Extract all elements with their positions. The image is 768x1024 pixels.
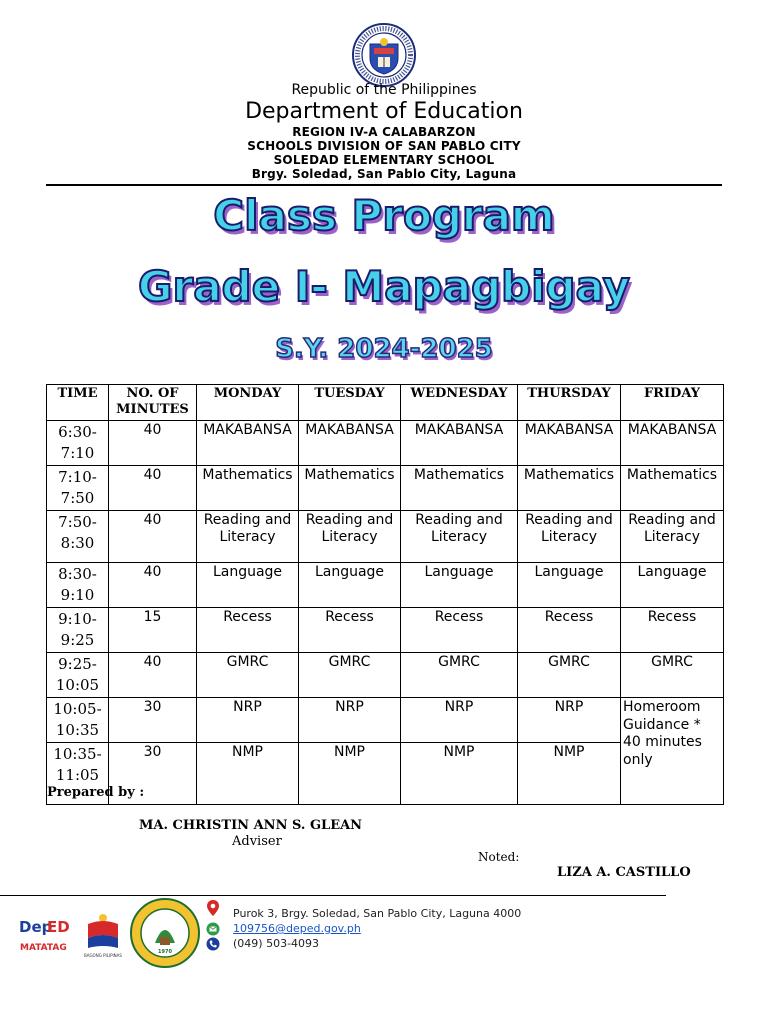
deped-matatag-logo-icon: [18, 912, 72, 956]
svg-text:BAGONG PILIPINAS: BAGONG PILIPINAS: [84, 953, 122, 958]
address-line: Brgy. Soledad, San Pablo City, Laguna: [251, 167, 517, 181]
subject-cell: Recess: [197, 608, 299, 653]
adviser-role: Adviser: [232, 834, 282, 849]
subject-cell: Recess: [401, 608, 518, 653]
subject-cell: Mathematics: [518, 466, 621, 511]
school-seal-icon: [129, 897, 201, 969]
header-wednesday: WEDNESDAY: [401, 385, 518, 421]
subject-cell: GMRC: [518, 653, 621, 698]
subject-cell: NMP: [299, 743, 401, 805]
division-line: SCHOOLS DIVISION OF SAN PABLO CITY: [247, 139, 521, 153]
phone-icon: [206, 937, 220, 951]
time-cell: 10:05-10:35: [47, 698, 109, 743]
subject-cell: Reading and Literacy: [197, 511, 299, 563]
subject-cell: NRP: [401, 698, 518, 743]
header-friday: FRIDAY: [621, 385, 724, 421]
table-row: [47, 563, 724, 608]
subject-cell: Reading and Literacy: [401, 511, 518, 563]
subject-cell: Reading and Literacy: [518, 511, 621, 563]
subject-cell: Language: [518, 563, 621, 608]
minutes-cell: 40: [109, 466, 197, 511]
title-grade-section: Grade I- Mapagbigay: [138, 262, 630, 311]
subject-cell: MAKABANSA: [621, 421, 724, 466]
svg-text:MATATAG: MATATAG: [20, 943, 67, 953]
subject-cell: Reading and Literacy: [299, 511, 401, 563]
minutes-cell: 15: [109, 608, 197, 653]
minutes-cell: 40: [109, 511, 197, 563]
subject-cell: NRP: [518, 698, 621, 743]
minutes-cell: 30: [109, 698, 197, 743]
subject-cell: Recess: [518, 608, 621, 653]
subject-cell: NRP: [197, 698, 299, 743]
subject-cell: NMP: [401, 743, 518, 805]
table-row: [47, 421, 724, 466]
time-cell: 6:30-7:10: [47, 421, 109, 466]
time-cell: 9:10-9:25: [47, 608, 109, 653]
subject-cell: Mathematics: [621, 466, 724, 511]
adviser-name: MA. CHRISTIN ANN S. GLEAN: [139, 818, 363, 833]
subject-cell: Language: [299, 563, 401, 608]
subject-cell: Language: [197, 563, 299, 608]
subject-cell: GMRC: [401, 653, 518, 698]
noted-label: Noted:: [478, 850, 520, 864]
table-header-row: [47, 385, 724, 421]
svg-text:1970: 1970: [158, 949, 172, 955]
minutes-cell: 40: [109, 653, 197, 698]
header-time: TIME: [47, 385, 109, 421]
table-row: [47, 653, 724, 698]
time-cell: 9:25-10:05: [47, 653, 109, 698]
subject-cell: Mathematics: [401, 466, 518, 511]
subject-cell: Language: [401, 563, 518, 608]
subject-cell: MAKABANSA: [299, 421, 401, 466]
footer-divider: [0, 895, 666, 896]
table-row: [47, 511, 724, 563]
time-cell: 7:10-7:50: [47, 466, 109, 511]
subject-cell: Language: [621, 563, 724, 608]
region-line: REGION IV-A CALABARZON: [292, 125, 476, 139]
title-school-year: S.Y. 2024-2025: [275, 334, 493, 364]
subject-cell: GMRC: [197, 653, 299, 698]
email-icon: [206, 922, 220, 936]
minutes-cell: 40: [109, 421, 197, 466]
location-pin-icon: [206, 899, 220, 917]
subject-cell: MAKABANSA: [197, 421, 299, 466]
footer-email-link[interactable]: 109756@deped.gov.ph: [233, 922, 361, 935]
title-class-program: Class Program: [213, 191, 555, 240]
subject-cell: GMRC: [299, 653, 401, 698]
time-cell: 7:50-8:30: [47, 511, 109, 563]
minutes-cell: 40: [109, 563, 197, 608]
homeroom-guidance-cell: Homeroom Guidance * 40 minutes only: [621, 698, 724, 805]
table-row: [47, 608, 724, 653]
subject-cell: GMRC: [621, 653, 724, 698]
header-thursday: THURSDAY: [518, 385, 621, 421]
table-row: [47, 466, 724, 511]
subject-cell: Recess: [621, 608, 724, 653]
subject-cell: NMP: [518, 743, 621, 805]
subject-cell: MAKABANSA: [518, 421, 621, 466]
deped-seal-icon: [348, 22, 420, 88]
bagong-pilipinas-logo-icon: [82, 908, 124, 960]
subject-cell: NMP: [197, 743, 299, 805]
time-cell: 10:35-11:05: [47, 743, 109, 805]
header-divider: [46, 184, 722, 186]
prepared-by-label: Prepared by :: [47, 785, 145, 800]
footer-phone: (049) 503-4093: [233, 937, 320, 950]
department-name: Department of Education: [245, 99, 523, 124]
subject-cell: Mathematics: [299, 466, 401, 511]
time-cell: 8:30-9:10: [47, 563, 109, 608]
minutes-cell: 30: [109, 743, 197, 805]
subject-cell: Recess: [299, 608, 401, 653]
subject-cell: Mathematics: [197, 466, 299, 511]
republic-line: Republic of the Philippines: [291, 82, 477, 98]
subject-cell: NRP: [299, 698, 401, 743]
table-row: [47, 698, 724, 743]
header-monday: MONDAY: [197, 385, 299, 421]
header-tuesday: TUESDAY: [299, 385, 401, 421]
footer-address: Purok 3, Brgy. Soledad, San Pablo City, Laguna 4000: [233, 907, 522, 920]
svg-text:ED: ED: [47, 918, 70, 936]
header-minutes: NO. OF MINUTES: [109, 385, 197, 421]
principal-name: LIZA A. CASTILLO: [557, 865, 691, 880]
svg-text:Dep: Dep: [19, 918, 53, 936]
subject-cell: Reading and Literacy: [621, 511, 724, 563]
school-line: SOLEDAD ELEMENTARY SCHOOL: [273, 153, 495, 167]
subject-cell: MAKABANSA: [401, 421, 518, 466]
class-program-table: [46, 384, 724, 805]
